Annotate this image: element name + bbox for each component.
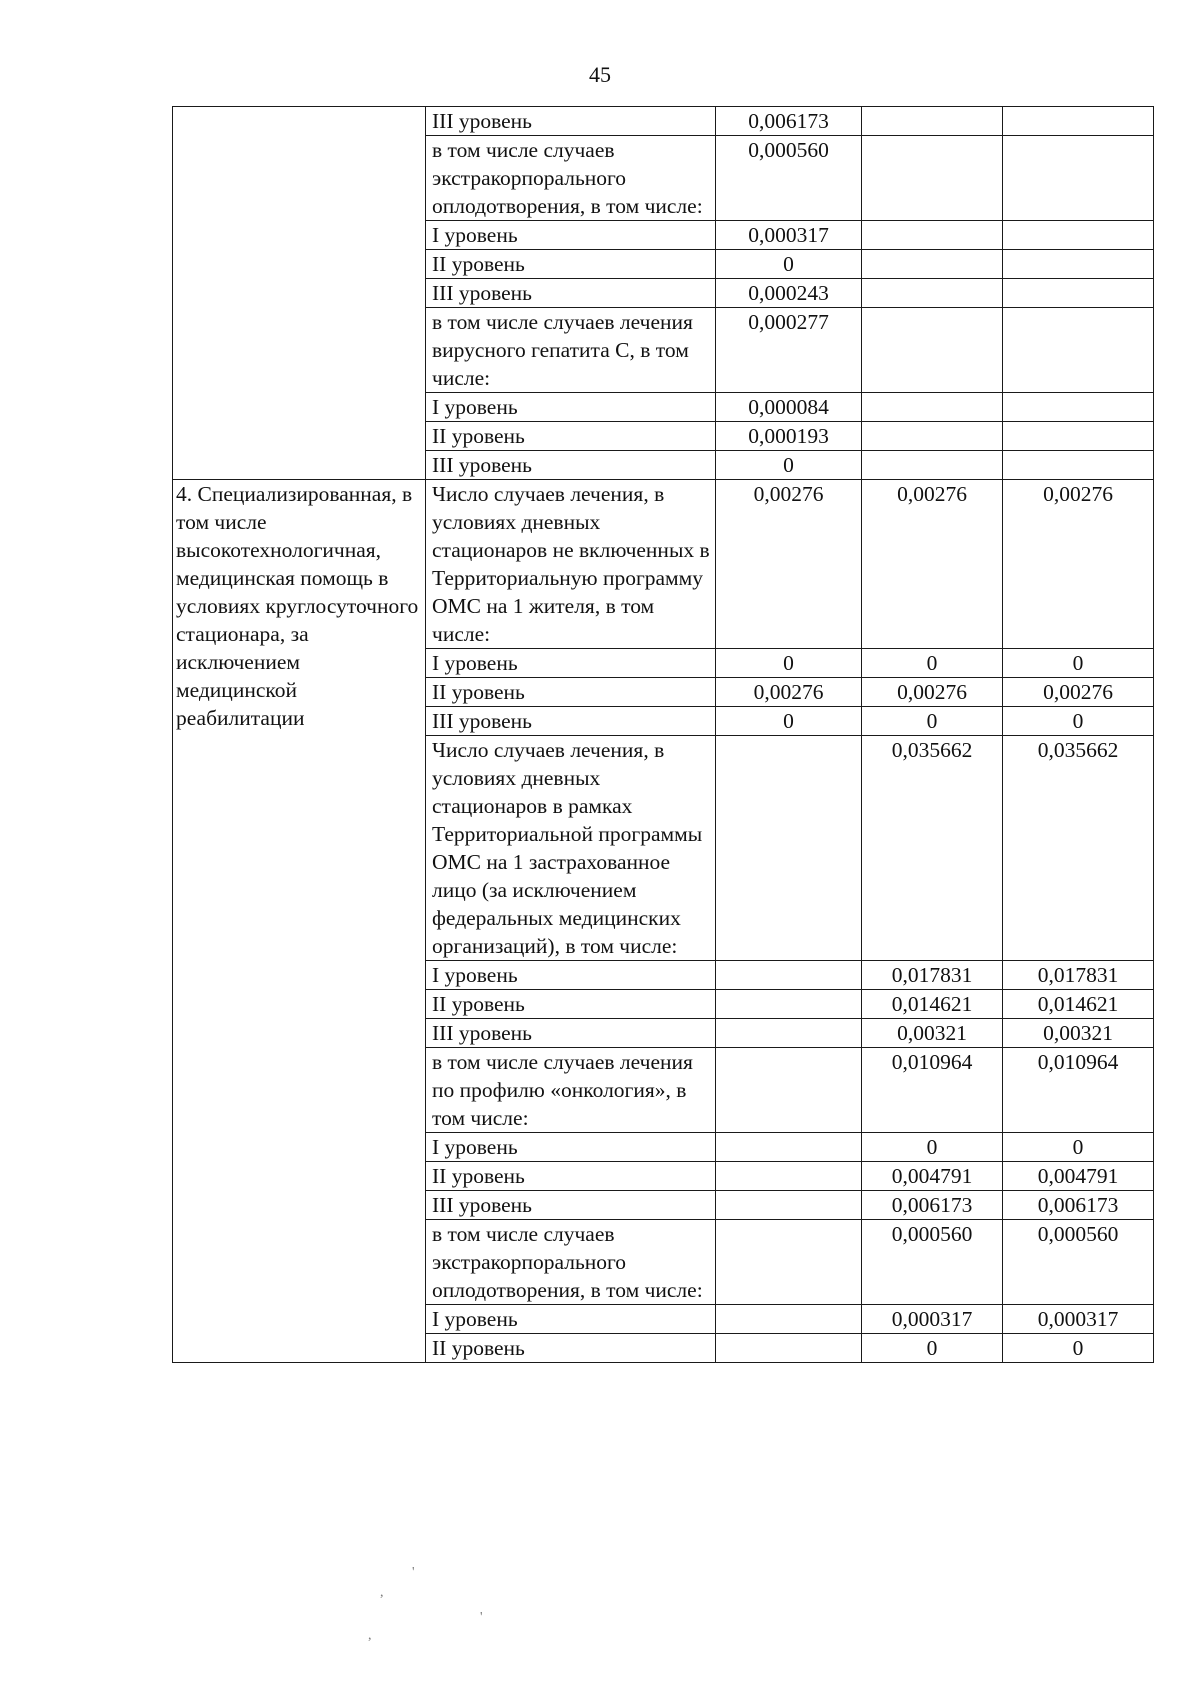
group-label: 4. Специализированная, в том числе высокотехнологичная, медицинская помощь в условиях круглосуточного стационара, за исключением медицинской реабилитации — [173, 480, 426, 1363]
value-col-1: 0,000084 — [716, 393, 862, 422]
row-label: в том числе случаев лечения вирусного гепатита С, в том числе: — [426, 308, 716, 393]
value-col-1 — [716, 1162, 862, 1191]
row-label: III уровень — [426, 451, 716, 480]
value-col-1 — [716, 1048, 862, 1133]
value-col-1 — [716, 1019, 862, 1048]
value-col-3: 0,010964 — [1003, 1048, 1154, 1133]
page-number: 45 — [589, 62, 611, 87]
value-col-3: 0,00276 — [1003, 678, 1154, 707]
value-col-2: 0,00321 — [862, 1019, 1003, 1048]
value-col-3 — [1003, 250, 1154, 279]
value-col-1 — [716, 990, 862, 1019]
value-col-1: 0,00276 — [716, 480, 862, 649]
value-col-2 — [862, 308, 1003, 393]
row-label: II уровень — [426, 1162, 716, 1191]
row-label: в том числе случаев экстракорпорального оплодотворения, в том числе: — [426, 136, 716, 221]
value-col-3: 0,014621 — [1003, 990, 1154, 1019]
value-col-2: 0,017831 — [862, 961, 1003, 990]
value-col-1: 0 — [716, 649, 862, 678]
value-col-1: 0,000317 — [716, 221, 862, 250]
row-label: II уровень — [426, 422, 716, 451]
value-col-2 — [862, 221, 1003, 250]
value-col-2 — [862, 279, 1003, 308]
value-col-2: 0,010964 — [862, 1048, 1003, 1133]
value-col-1: 0 — [716, 707, 862, 736]
value-col-2: 0,004791 — [862, 1162, 1003, 1191]
value-col-2: 0 — [862, 1334, 1003, 1363]
value-col-1 — [716, 961, 862, 990]
value-col-2: 0,000317 — [862, 1305, 1003, 1334]
row-label: Число случаев лечения, в условиях дневных стационаров не включенных в Территориальную программу ОМС на 1 жителя, в том числе: — [426, 480, 716, 649]
value-col-2: 0 — [862, 1133, 1003, 1162]
row-label: Число случаев лечения, в условиях дневных стационаров в рамках Территориальной программы ОМС на 1 застрахованное лицо (за исключением федеральных медицинских организаций), в том числе: — [426, 736, 716, 961]
row-label: в том числе случаев лечения по профилю «онкология», в том числе: — [426, 1048, 716, 1133]
value-col-2: 0 — [862, 707, 1003, 736]
table-row — [173, 480, 1154, 649]
row-label: III уровень — [426, 279, 716, 308]
value-col-3 — [1003, 221, 1154, 250]
value-col-1 — [716, 1191, 862, 1220]
row-label: I уровень — [426, 221, 716, 250]
value-col-2 — [862, 451, 1003, 480]
value-col-3: 0 — [1003, 649, 1154, 678]
scan-mark: , — [380, 1585, 384, 1600]
scan-mark: ' — [480, 1610, 483, 1625]
value-col-3 — [1003, 308, 1154, 393]
value-col-2 — [862, 393, 1003, 422]
value-col-1: 0,000560 — [716, 136, 862, 221]
row-label: III уровень — [426, 707, 716, 736]
value-col-2 — [862, 107, 1003, 136]
row-label: III уровень — [426, 1019, 716, 1048]
value-col-3 — [1003, 451, 1154, 480]
value-col-2: 0,035662 — [862, 736, 1003, 961]
value-col-1: 0 — [716, 451, 862, 480]
value-col-1: 0,000193 — [716, 422, 862, 451]
table-body — [173, 107, 1154, 1363]
value-col-1 — [716, 1220, 862, 1305]
row-label: I уровень — [426, 1133, 716, 1162]
row-label: II уровень — [426, 678, 716, 707]
value-col-3: 0,006173 — [1003, 1191, 1154, 1220]
value-col-2 — [862, 250, 1003, 279]
value-col-1: 0,00276 — [716, 678, 862, 707]
value-col-3: 0,00321 — [1003, 1019, 1154, 1048]
value-col-3 — [1003, 393, 1154, 422]
value-col-3: 0 — [1003, 1133, 1154, 1162]
value-col-1 — [716, 1133, 862, 1162]
row-label: II уровень — [426, 990, 716, 1019]
value-col-2 — [862, 136, 1003, 221]
table-row — [173, 107, 1154, 136]
value-col-2: 0,014621 — [862, 990, 1003, 1019]
value-col-3: 0,00276 — [1003, 480, 1154, 649]
value-col-3 — [1003, 107, 1154, 136]
value-col-3: 0 — [1003, 707, 1154, 736]
value-col-1 — [716, 1305, 862, 1334]
value-col-2: 0,006173 — [862, 1191, 1003, 1220]
value-col-2: 0,00276 — [862, 480, 1003, 649]
row-label: I уровень — [426, 393, 716, 422]
row-label: I уровень — [426, 649, 716, 678]
row-label: I уровень — [426, 1305, 716, 1334]
row-label: II уровень — [426, 250, 716, 279]
value-col-2: 0,000560 — [862, 1220, 1003, 1305]
row-label: в том числе случаев экстракорпорального оплодотворения, в том числе: — [426, 1220, 716, 1305]
value-col-3: 0,035662 — [1003, 736, 1154, 961]
row-label: I уровень — [426, 961, 716, 990]
value-col-3: 0 — [1003, 1334, 1154, 1363]
value-col-1: 0 — [716, 250, 862, 279]
value-col-3 — [1003, 422, 1154, 451]
value-col-2: 0,00276 — [862, 678, 1003, 707]
value-col-2: 0 — [862, 649, 1003, 678]
value-col-1 — [716, 736, 862, 961]
scan-mark: , — [368, 1628, 372, 1643]
row-label: III уровень — [426, 1191, 716, 1220]
value-col-1 — [716, 1334, 862, 1363]
data-table — [172, 106, 1154, 1363]
row-label: III уровень — [426, 107, 716, 136]
value-col-1: 0,000243 — [716, 279, 862, 308]
value-col-3: 0,000560 — [1003, 1220, 1154, 1305]
scan-mark: ' — [412, 1565, 415, 1580]
value-col-1: 0,000277 — [716, 308, 862, 393]
value-col-1: 0,006173 — [716, 107, 862, 136]
value-col-2 — [862, 422, 1003, 451]
group-cell-previous — [173, 107, 426, 480]
value-col-3 — [1003, 279, 1154, 308]
row-label: II уровень — [426, 1334, 716, 1363]
value-col-3: 0,017831 — [1003, 961, 1154, 990]
value-col-3 — [1003, 136, 1154, 221]
value-col-3: 0,004791 — [1003, 1162, 1154, 1191]
value-col-3: 0,000317 — [1003, 1305, 1154, 1334]
